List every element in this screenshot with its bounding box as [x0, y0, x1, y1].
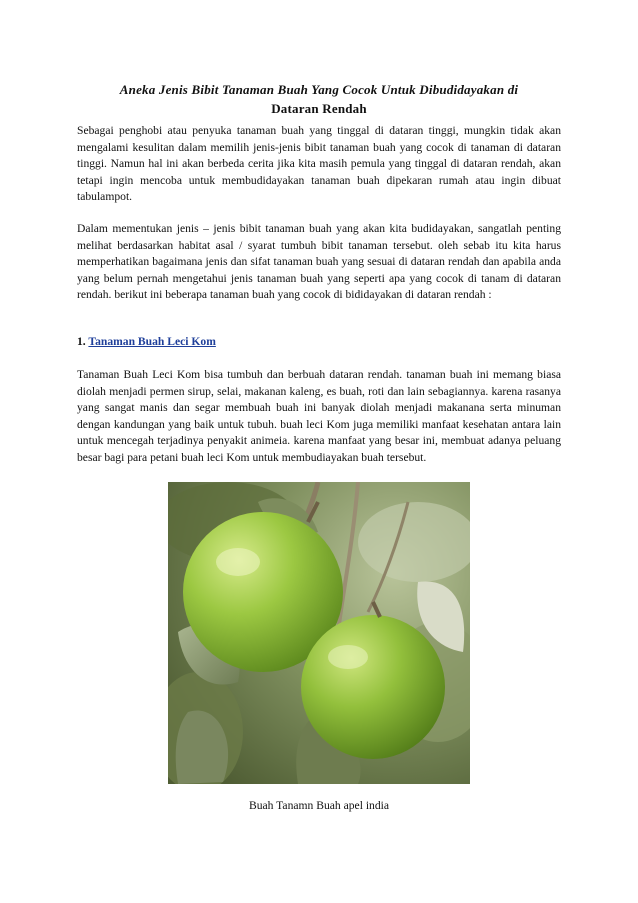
document-title [90, 80, 548, 118]
paragraph-selection: Dalam mementukan jenis – jenis bibit tanaman buah yang akan kita budidayakan, sangatlah penting melihat berdasarkan habitat asal / syarat tumbuh bibit tanaman tersebut. oleh sebab itu kita harus memperhatikan bagaimana jenis dan sifat tanaman buah yang sesuai di dataran rendah dan apabila anda yang belum pernah mengetahui jenis tanaman buah yang seperti apa yang cocok di tanam di dataran rendah. berikut ini beberapa tanaman buah yang cocok di bididayakan di dataran rendah : [77, 222, 561, 302]
paragraph-intro: Sebagai penghobi atau penyuka tanaman buah yang tinggal di dataran tinggi, mungkin tidak akan mengalami kesulitan dalam memilih jenis-jenis bibit tanaman buah yang cocok di tanaman di dataran tinggi. Namun hal ini akan berbeda cerita jika kita masih pemula yang tinggal di dataran rendah, akan tetapi ingin mencoba untuk membudidayakan tanaman buah dipekaran rumah atau ingin dibuat tabulampot. [77, 124, 561, 204]
section-link-leci-kom[interactable]: Tanaman Buah Leci Kom [88, 335, 216, 348]
paragraph-leci-kom: Tanaman Buah Leci Kom bisa tumbuh dan berbuah dataran rendah. tanaman buah ini memang biasa diolah menjadi permen sirup, selai, makanan kaleng, es buah, roti dan lain sebagiannya. karena rasanya yang sangat manis dan segar membuah buah ini banyak diolah menjadi makanana serta minuman dengan kandungan yang baik untuk tubuh. buah leci Kom juga memiliki manfaat kesehatan antara lain untuk mencegah terjadinya penyakit animeia. karena manfaat yang besar ini, membuat adanya peluang besar bagi para petani buah leci Kom untuk membudiayakan buah tersebut. [77, 368, 561, 464]
fruit-photo-illustration [168, 482, 470, 784]
section-heading-1 [77, 334, 216, 350]
section-number: 1. [77, 335, 86, 348]
title-line-1: Aneka Jenis Bibit Tanaman Buah Yang Cocok Untuk Dibudidayakan di [119, 82, 519, 97]
photo-caption: Buah Tanamn Buah apel india [249, 799, 389, 812]
fruit-photo [168, 482, 470, 784]
title-line-2: Dataran Rendah [271, 101, 367, 116]
